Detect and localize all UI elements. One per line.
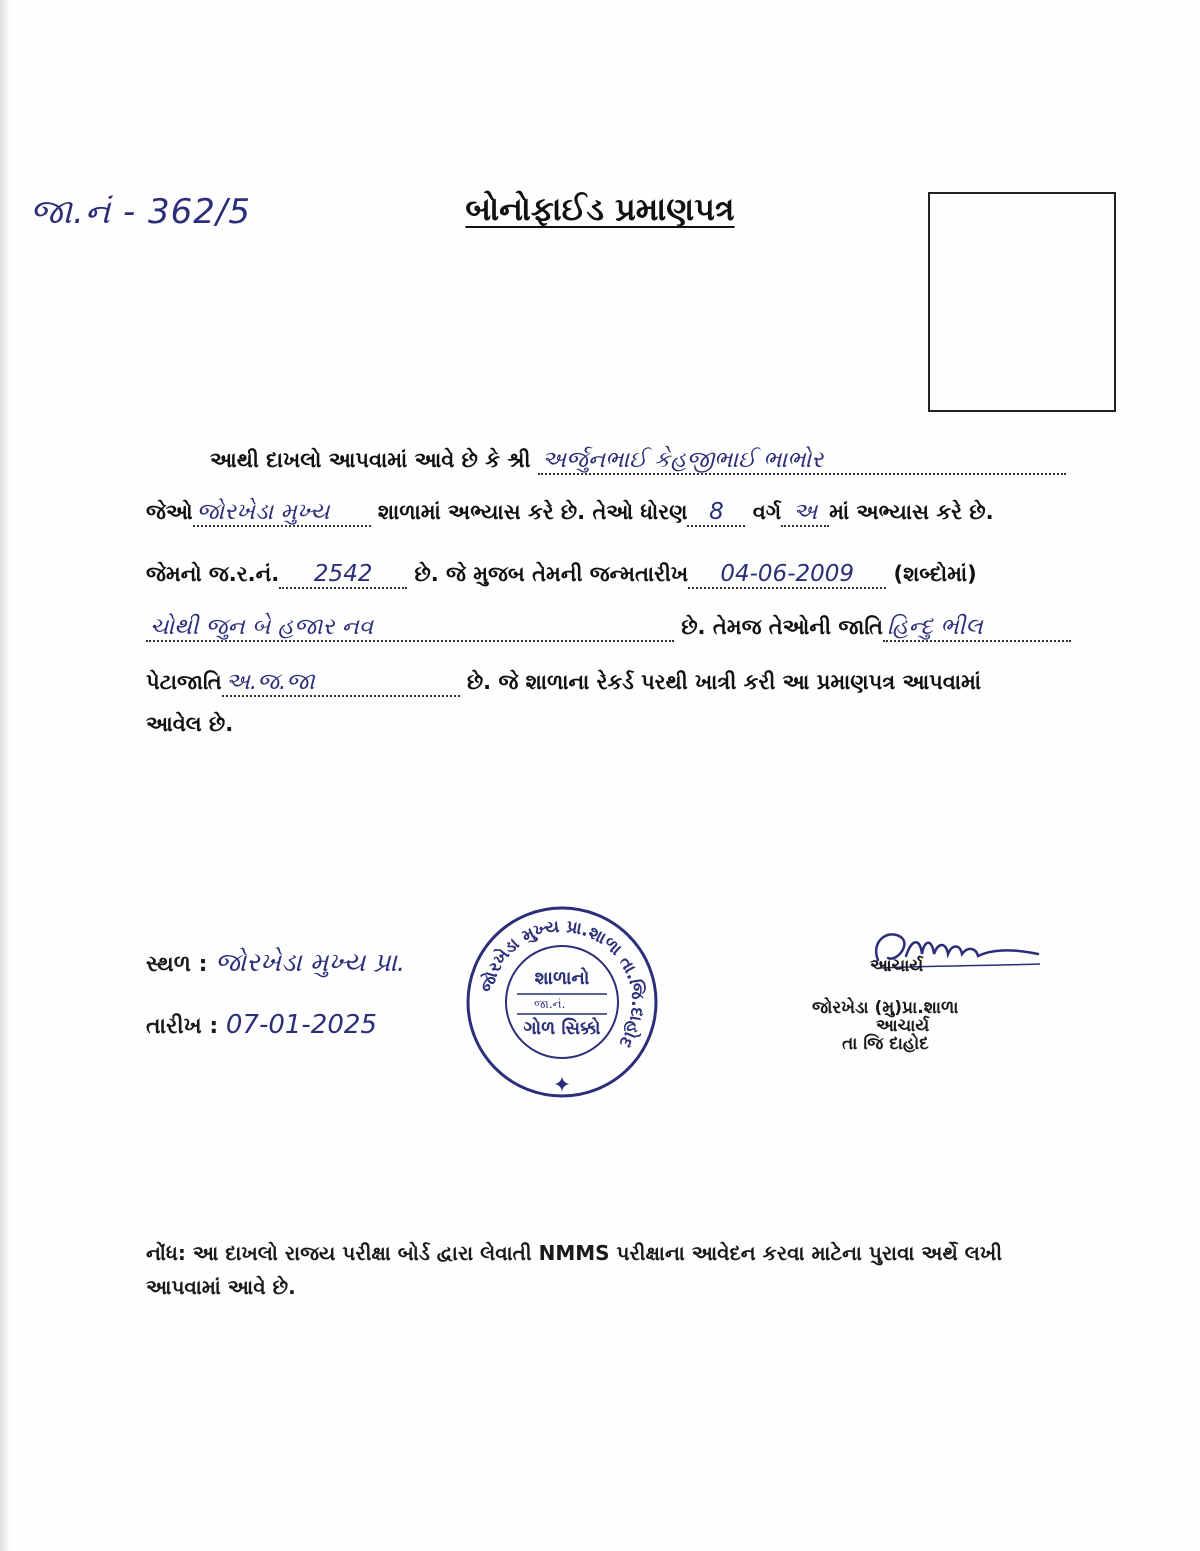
body-line-6: આવેલ છે. — [146, 712, 234, 736]
signature-taluka: તા જિ દાહોદ — [842, 1034, 929, 1054]
signature-title-2: આચાર્ય — [876, 1016, 930, 1036]
line3-mid: છે. જે મુજબ તેમની જન્મતારીખ — [414, 562, 689, 586]
signature-school: જોરખેડા (મુ)પ્રા.શાળા — [812, 998, 959, 1018]
certificate-title-text: બોનોફાઈડ પ્રમાણપત્ર — [465, 190, 735, 228]
principal-signature — [860, 920, 1050, 990]
body-line-1 — [210, 448, 1066, 475]
body-line-4 — [146, 615, 1071, 642]
stamp-center-bottom: ગોળ સિક્કો — [523, 1018, 601, 1039]
body-line-2 — [146, 500, 994, 527]
place-value: જોરખેડા મુખ્ય પ્રા. — [215, 948, 406, 978]
stamp-ring-text: જોરખેડા મુખ્ય પ્રા.શાળા તા.જિ.દાહોદ — [477, 916, 648, 1052]
stamp-center-mid: જા.નં. — [534, 997, 566, 1011]
division: અ — [781, 500, 829, 527]
photo-box — [928, 192, 1116, 412]
line5-suffix: છે. જે શાળાના રેકર્ડ પરથી ખાત્રી કરી આ પ્રમાણપત્ર આપવામાં — [466, 670, 981, 694]
date-row — [146, 1010, 377, 1040]
line4-mid: છે. તેમજ તેઓની જાતિ — [681, 615, 883, 639]
standard: 8 — [687, 500, 745, 527]
footnote: નોંધ: આ દાખલો રાજય પરીક્ષા બોર્ડ દ્વારા લેવાતી NMMS પરીક્ષાના આવેદન કરવા માટેના પુરાવા અર્થે લખી આપવામાં આવે છે. — [146, 1241, 1003, 1299]
class-label: વર્ગ — [752, 500, 782, 524]
date-value: 07-01-2025 — [225, 1010, 377, 1040]
line1-prefix: આથી દાખલો આપવામાં આવે છે કે શ્રી — [210, 448, 531, 472]
stamp-center-top: શાળાનો — [534, 968, 590, 989]
body-line-5 — [146, 670, 981, 697]
gr-number: 2542 — [279, 562, 407, 589]
scan-edge-shadow — [0, 0, 10, 1551]
outward-number: જા.નં - 362/5 — [30, 192, 252, 232]
stamp-star-icon: ✦ — [552, 1073, 572, 1098]
line2-suffix: માં અભ્યાસ કરે છે. — [829, 500, 994, 524]
caste: હિન્દુ ભીલ — [883, 615, 1071, 642]
place-row — [146, 948, 405, 979]
student-name: અર્જુનભાઈ કેહજીભાઈ ભાભોર — [538, 448, 1066, 475]
sub-caste: અ.જ.જા — [222, 670, 460, 697]
line5-prefix: પેટાજાતિ — [146, 670, 222, 694]
line2-mid: શાળામાં અભ્યાસ કરે છે. તેઓ ધોરણ — [377, 500, 688, 524]
signature-title: આચાર્ય — [870, 956, 924, 976]
line2-prefix: જેઓ — [146, 500, 193, 524]
school-stamp — [462, 902, 662, 1102]
birth-date-words: ચોથી જુન બે હજાર નવ — [146, 615, 674, 642]
birth-date: 04-06-2009 — [688, 562, 886, 589]
place-label: સ્થળ : — [146, 952, 208, 977]
body-line-3 — [146, 562, 977, 589]
line3-prefix: જેમનો જ.ર.નં. — [146, 562, 280, 586]
date-label: તારીખ : — [146, 1014, 219, 1039]
school-name: જોરખેડા મુખ્ય — [193, 500, 371, 527]
line3-suffix: (શબ્દોમાં) — [893, 562, 977, 586]
